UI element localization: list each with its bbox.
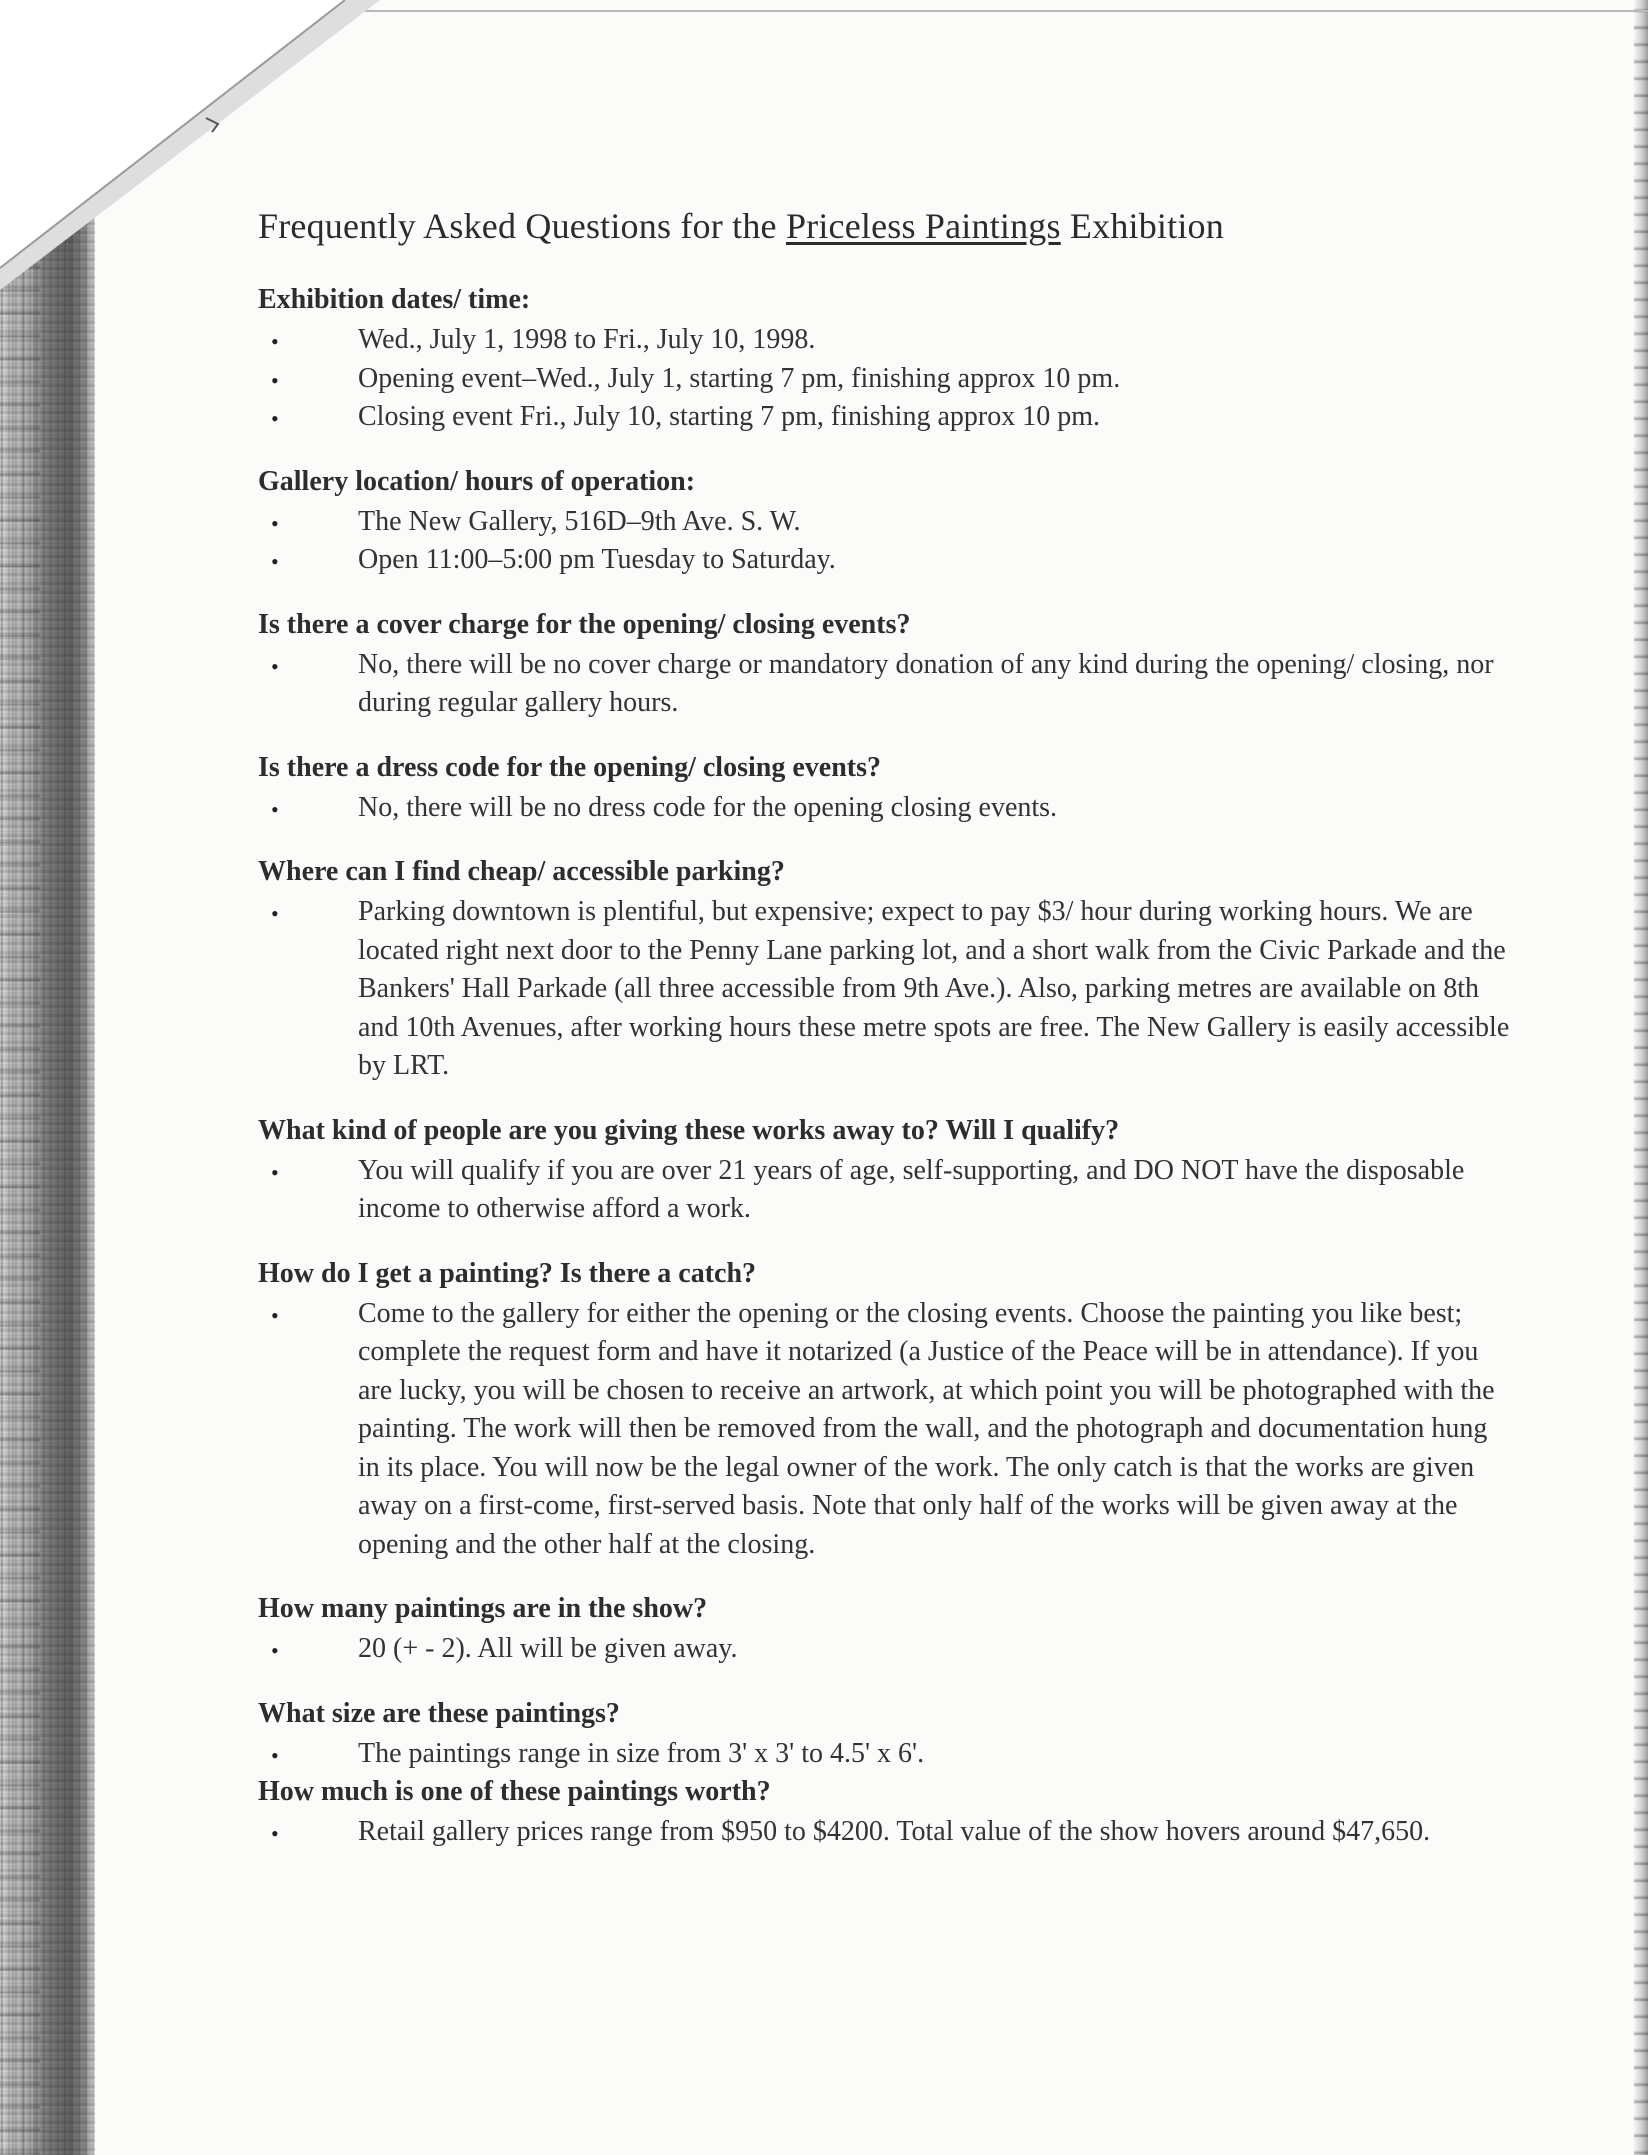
answer-list [258,1735,1518,1774]
question-heading: Exhibition dates/ time: [258,284,531,315]
answer-item: • The New Gallery, 516D–9th Ave. S. W. [258,503,1513,542]
answer-list [258,503,1518,580]
answer-item: • Closing event Fri., July 10, starting 7 pm, finishing approx 10 pm. [258,398,1513,437]
bullet-icon: • [271,329,279,354]
bullet-icon: • [271,653,279,679]
faq-section-qualify [258,1112,1518,1229]
bullet-icon: • [271,367,279,393]
bullet-icon: • [271,406,279,431]
answer-item: • You will qualify if you are over 21 years of age, self-supporting, and DO NOT have the disposable income to otherwise afford a work. [258,1152,1513,1229]
answer-list [258,646,1518,723]
answer-list [258,1152,1518,1229]
faq-section-how-many [258,1590,1518,1669]
answer-item: • No, there will be no cover charge or mandatory donation of any kind during the opening/ closing, nor during regular gallery hours. [258,646,1513,723]
bullet-icon: • [271,549,279,574]
answer-list [258,1813,1518,1852]
bullet-icon: • [271,510,279,536]
question-heading: Is there a dress code for the opening/ closing events? [258,751,881,783]
bullet-icon: • [271,1159,279,1185]
question-heading: How many paintings are in the show? [258,1593,708,1624]
faq-section-size [258,1695,1518,1774]
page-title [258,205,1518,247]
answer-item: • Come to the gallery for either the opening or the closing events. Choose the painting you like best; complete the request form and have it notarized (a Justice of the Peace will be in attendance). If you are lucky, you will be chosen to receive an artwork, at which point you will be photographed with the painting. The work will then be removed from the wall, and the photograph and documentation hung in its place. You will now be the legal owner of the work. The only catch is that the works are given away on a first-come, first-served basis. Note that only half of the works will be given away at the opening and the other half at the closing. [258,1295,1513,1565]
scan-noise-left [0,0,40,2155]
bullet-icon: • [271,901,279,926]
question-heading: How do I get a painting? Is there a catch? [258,1257,757,1289]
answer-item: • The paintings range in size from 3' x 3' to 4.5' x 6'. [258,1735,1513,1774]
title-suffix: Exhibition [1060,206,1224,246]
answer-item: • Parking downtown is plentiful, but expensive; expect to pay $3/ hour during working hours. We are located right next door to the Penny Lane parking lot, and a short walk from the Civic Parkade and the Bankers' Hall Parkade (all three accessible from 9th Ave.). Also, parking metres are available on 8th and 10th Avenues, after working hours these metre spots are free. The New Gallery is easily accessible by LRT. [258,893,1513,1086]
answer-list [258,789,1518,828]
answer-item: • Retail gallery prices range from $950 to $4200. Total value of the show hovers around $47,650. [258,1813,1513,1852]
answer-item: • Wed., July 1, 1998 to Fri., July 10, 1998. [258,321,1513,360]
question-heading: Gallery location/ hours of operation: [258,465,696,497]
question-heading: What kind of people are you giving these works away to? Will I qualify? [258,1114,1120,1146]
faq-section-cover-charge [258,606,1518,723]
faq-section-dress-code [258,749,1518,828]
answer-list [258,893,1518,1086]
answer-item: • No, there will be no dress code for the opening closing events. [258,789,1513,828]
faq-content [258,205,1518,1878]
title-underlined: Priceless Paintings [785,206,1061,246]
top-edge-line [330,10,1648,12]
bullet-icon: • [271,1821,279,1846]
faq-section-location [258,463,1518,580]
answer-list [258,321,1518,437]
question-heading: What size are these paintings? [258,1697,620,1729]
bullet-icon: • [271,796,279,822]
answer-list [258,1295,1518,1565]
question-heading: How much is one of these paintings worth? [258,1776,771,1807]
title-prefix: Frequently Asked Questions for the [258,206,786,246]
bullet-icon: • [271,1742,279,1768]
answer-item: • Open 11:00–5:00 pm Tuesday to Saturday. [258,541,1513,580]
faq-section-parking [258,853,1518,1086]
question-heading: Is there a cover charge for the opening/ closing events? [258,608,911,640]
answer-item: • 20 (+ - 2). All will be given away. [258,1630,1513,1669]
scan-shadow-right [1634,0,1648,2155]
bullet-icon: • [271,1638,279,1663]
answer-list [258,1630,1518,1669]
bullet-icon: • [271,1302,279,1328]
faq-section-dates [258,281,1518,437]
faq-section-get-painting [258,1255,1518,1565]
question-heading: Where can I find cheap/ accessible parking? [258,856,785,887]
answer-item: • Opening event–Wed., July 1, starting 7 pm, finishing approx 10 pm. [258,360,1513,399]
faq-section-worth [258,1773,1518,1852]
